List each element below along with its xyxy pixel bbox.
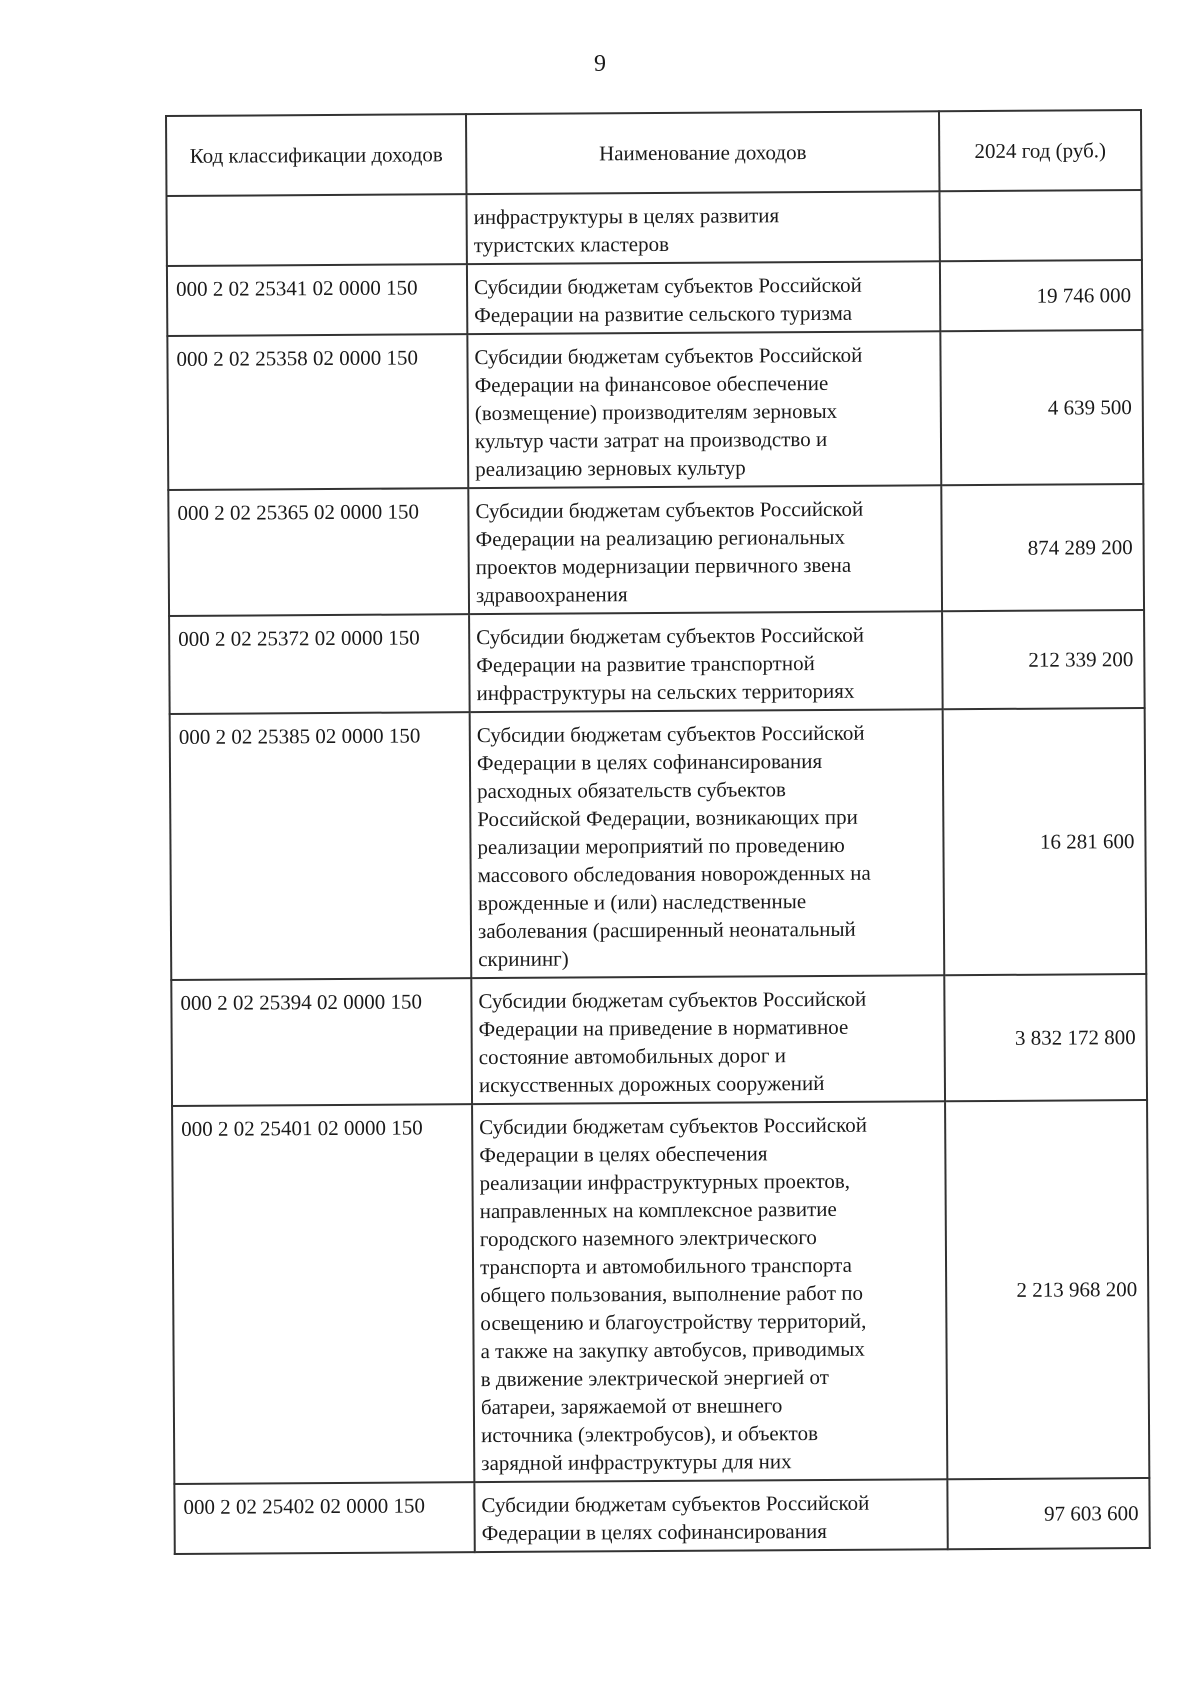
revenue-code-cell: 000 2 02 25401 02 0000 150: [172, 1104, 474, 1484]
table-row: [174, 1478, 1149, 1554]
revenue-name-cell: [466, 191, 939, 264]
revenue-name-line: Субсидии бюджетам субъектов Российской: [473, 272, 862, 300]
revenue-name-line: Субсидии бюджетам субъектов Российской: [479, 1112, 868, 1140]
revenue-name-cell: [474, 1479, 947, 1552]
revenue-name-line: в движение электрической энергией от: [480, 1364, 829, 1392]
revenue-code-cell: 000 2 02 25394 02 0000 150: [171, 978, 472, 1106]
revenue-name-line: инфраструктуры в целях развития: [473, 203, 780, 230]
revenue-name-line: Субсидии бюджетам субъектов Российской: [474, 342, 863, 370]
revenue-name-line: туристских кластеров: [473, 231, 670, 258]
revenue-name-line: массового обследования новорожденных на: [477, 860, 871, 888]
revenue-name-cell: [469, 611, 943, 712]
revenue-name-line: Федерации на приведение в нормативное: [478, 1014, 849, 1042]
revenue-name-line: Субсидии бюджетам субъектов Российской: [475, 496, 864, 524]
table-row: [166, 190, 1141, 266]
revenue-name-line: состояние автомобильных дорог и: [478, 1043, 787, 1070]
revenue-name-line: освещению и благоустройству территорий,: [480, 1308, 867, 1336]
revenue-name-line: (возмещение) производителям зерновых: [474, 398, 838, 426]
revenue-name-line: реализацию зерновых культур: [475, 455, 746, 482]
revenue-amount-cell: 19 746 000: [940, 260, 1142, 331]
revenue-name-line: реализации инфраструктурных проектов,: [479, 1168, 851, 1196]
revenue-amount-cell: 3 832 172 800: [944, 974, 1147, 1101]
revenue-code-cell: 000 2 02 25385 02 0000 150: [170, 712, 472, 980]
table-row: [167, 260, 1142, 336]
revenue-name-cell: [470, 709, 945, 978]
revenue-name-line: врожденные и (или) наследственные: [477, 889, 807, 916]
page-number: 9: [594, 51, 606, 77]
header-name: Наименование доходов: [466, 111, 939, 194]
table-body: [166, 190, 1149, 1554]
revenue-name-line: Федерации на развитие транспортной: [476, 651, 815, 678]
revenue-amount-cell: 16 281 600: [943, 708, 1147, 975]
table-row: [172, 1100, 1149, 1484]
table-row: [168, 484, 1144, 616]
table-row: [167, 330, 1143, 490]
revenue-name-line: общего пользования, выполнение работ по: [480, 1280, 864, 1308]
header-code: Код классификации доходов: [166, 114, 466, 196]
revenue-name-line: городского наземного электрического: [479, 1225, 817, 1252]
revenue-name-line: здравоохранения: [475, 582, 628, 608]
revenue-table: [165, 109, 1151, 1555]
revenue-code-cell: 000 2 02 25365 02 0000 150: [168, 488, 469, 616]
revenue-name-line: культур части затрат на производство и: [474, 426, 828, 454]
revenue-name-line: Федерации на развитие сельского туризма: [474, 300, 853, 328]
revenue-name-line: источника (электробусов), и объектов: [480, 1421, 819, 1448]
revenue-name-line: Федерации в целях софинансирования: [476, 748, 823, 776]
table-row: [169, 610, 1145, 714]
revenue-code-cell: 000 2 02 25372 02 0000 150: [169, 614, 470, 714]
revenue-name-line: Федерации на финансовое обеспечение: [474, 370, 829, 398]
revenue-name-line: инфраструктуры на сельских территориях: [476, 678, 855, 706]
revenue-code-cell: [166, 194, 466, 266]
revenue-name-cell: [467, 261, 940, 334]
revenue-amount-cell: 2 213 968 200: [945, 1100, 1149, 1479]
revenue-amount-cell: 874 289 200: [941, 484, 1144, 611]
revenue-name-cell: [471, 975, 945, 1104]
revenue-name-line: реализации мероприятий по проведению: [477, 832, 845, 860]
revenue-name-line: а также на закупку автобусов, приводимых: [480, 1336, 865, 1364]
revenue-name-line: зарядной инфраструктуры для них: [481, 1449, 792, 1476]
revenue-code-cell: 000 2 02 25402 02 0000 150: [174, 1482, 474, 1554]
revenue-name-line: заболевания (расширенный неонатальный: [477, 916, 856, 944]
revenue-amount-cell: 212 339 200: [942, 610, 1145, 709]
revenue-name-line: скрининг): [478, 946, 569, 972]
revenue-name-line: расходных обязательств субъектов: [477, 777, 786, 804]
revenue-name-line: батареи, заряжаемой от внешнего: [480, 1393, 783, 1420]
revenue-amount-cell: 4 639 500: [940, 330, 1143, 485]
table-header-row: [166, 110, 1141, 196]
revenue-name-line: транспорта и автомобильного транспорта: [479, 1252, 852, 1280]
revenue-name-line: Федерации на реализацию региональных: [475, 524, 846, 552]
revenue-name-line: направленных на комплексное развитие: [479, 1196, 837, 1224]
revenue-code-cell: 000 2 02 25341 02 0000 150: [167, 264, 467, 336]
revenue-name-line: Субсидии бюджетам субъектов Российской: [476, 720, 865, 748]
revenue-amount-cell: [939, 190, 1141, 261]
revenue-name-cell: [467, 331, 941, 488]
revenue-name-line: Субсидии бюджетам субъектов Российской: [481, 1490, 870, 1518]
revenue-amount-cell: 97 603 600: [947, 1478, 1149, 1549]
table-row: [170, 708, 1147, 980]
revenue-name-cell: [472, 1101, 947, 1482]
revenue-name-line: Российской Федерации, возникающих при: [477, 804, 858, 832]
revenue-code-cell: 000 2 02 25358 02 0000 150: [167, 334, 468, 490]
revenue-name-line: Федерации в целях обеспечения: [479, 1141, 768, 1168]
revenue-name-line: проектов модернизации первичного звена: [475, 552, 852, 580]
revenue-name-line: искусственных дорожных сооружений: [478, 1070, 825, 1098]
header-amount: 2024 год (руб.): [939, 110, 1141, 191]
revenue-name-line: Субсидии бюджетам субъектов Российской: [478, 986, 867, 1014]
revenue-name-line: Субсидии бюджетам субъектов Российской: [476, 622, 865, 650]
table-row: [171, 974, 1147, 1106]
revenue-name-line: Федерации в целях софинансирования: [481, 1518, 827, 1546]
revenue-name-cell: [468, 485, 942, 614]
